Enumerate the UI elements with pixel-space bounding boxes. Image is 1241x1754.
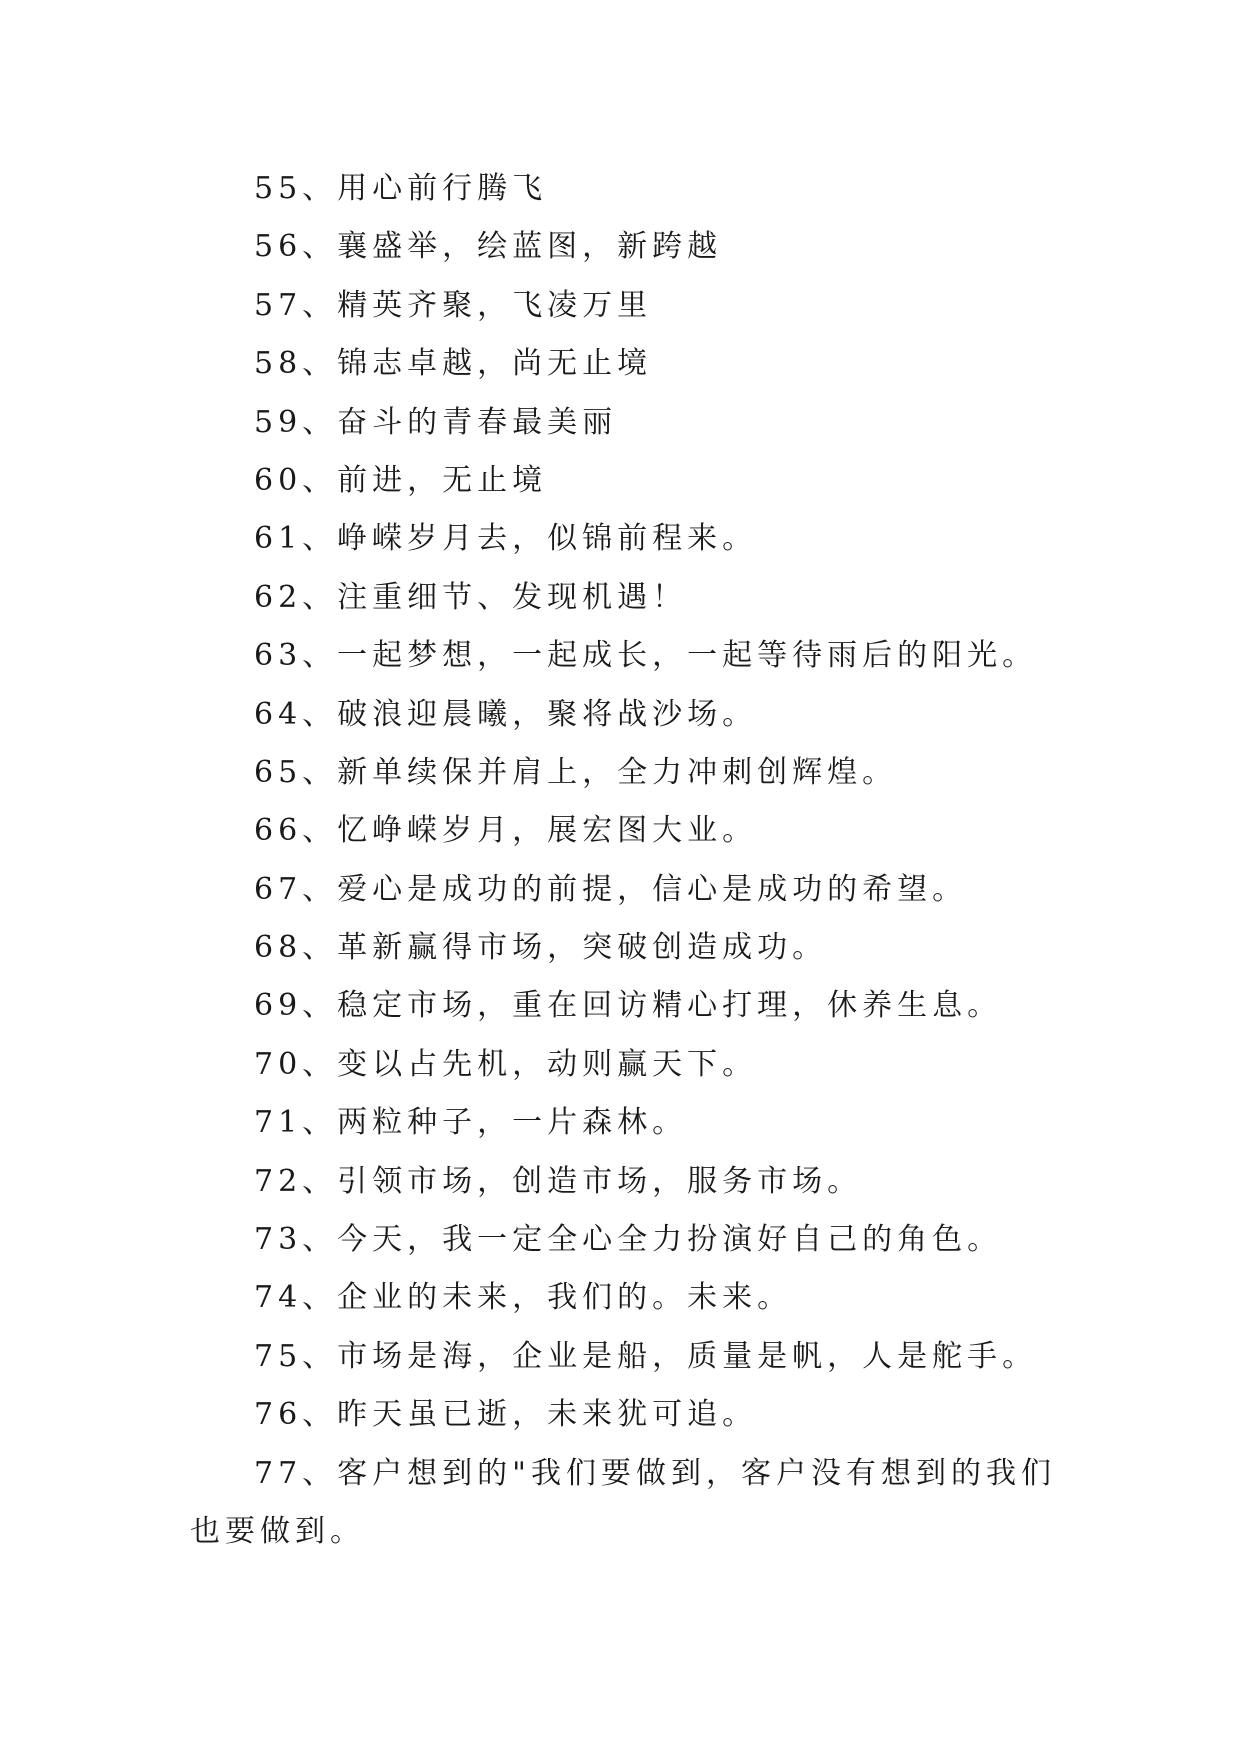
list-item: 70、变以占先机，动则赢天下。 xyxy=(254,1046,758,1082)
list-item: 62、注重细节、发现机遇！ xyxy=(254,579,688,615)
list-item: 57、精英齐聚，飞凌万里 xyxy=(254,287,653,323)
list-item: 66、忆峥嵘岁月，展宏图大业。 xyxy=(254,813,758,849)
list-item: 73、今天，我一定全心全力扮演好自己的角色。 xyxy=(254,1222,1003,1258)
list-item: 72、引领市场，创造市场，服务市场。 xyxy=(254,1163,863,1199)
list-item: 59、奋斗的青春最美丽 xyxy=(254,404,618,440)
list-item: 67、爱心是成功的前提，信心是成功的希望。 xyxy=(254,871,968,907)
list-item: 77、客户想到的"我们要做到，客户没有想到的我们也要做到。 xyxy=(190,1455,1056,1549)
list-item: 64、破浪迎晨曦，聚将战沙场。 xyxy=(254,696,758,732)
list-item: 68、革新赢得市场，突破创造成功。 xyxy=(254,930,828,966)
list-item: 56、襄盛举，绘蓝图，新跨越 xyxy=(254,229,723,265)
list-item: 75、市场是海，企业是船，质量是帆，人是舵手。 xyxy=(254,1338,1038,1374)
list-item: 76、昨天虽已逝，未来犹可追。 xyxy=(254,1397,758,1433)
list-item: 74、企业的未来，我们的。未来。 xyxy=(254,1280,793,1316)
list-item: 63、一起梦想，一起成长，一起等待雨后的阳光。 xyxy=(254,638,1038,674)
slogan-list xyxy=(190,160,1065,1561)
list-item: 61、峥嵘岁月去，似锦前程来。 xyxy=(254,521,758,557)
list-item: 55、用心前行腾飞 xyxy=(254,171,548,206)
list-item: 71、两粒种子，一片森林。 xyxy=(254,1105,688,1141)
list-item: 58、锦志卓越，尚无止境 xyxy=(254,346,653,382)
list-item: 60、前进，无止境 xyxy=(254,462,548,498)
list-item: 65、新单续保并肩上，全力冲刺创辉煌。 xyxy=(254,754,898,790)
list-item: 69、稳定市场，重在回访精心打理，休养生息。 xyxy=(254,988,1003,1024)
